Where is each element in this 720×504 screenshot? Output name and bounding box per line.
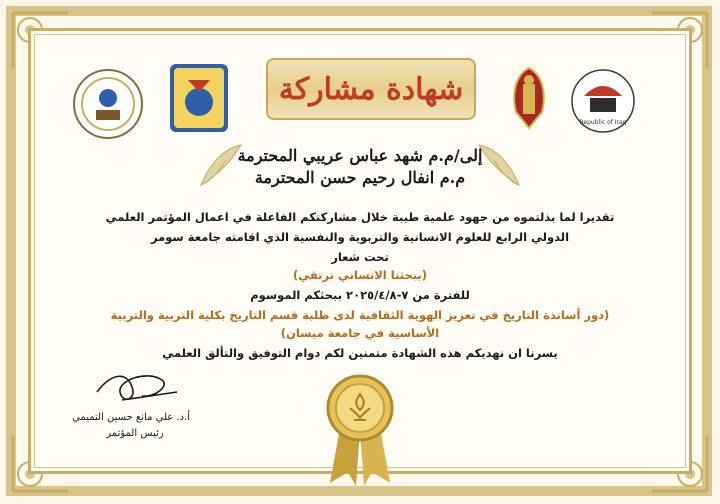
ministry-logo	[570, 68, 636, 134]
body-line-3: تحت شعار	[331, 250, 389, 264]
title-banner	[266, 58, 476, 120]
certificate-title: شهادة مشاركة	[278, 71, 464, 107]
college-logo	[168, 62, 230, 134]
recipient-line-2: م.م انفال رحيم حسن المحترمة	[254, 168, 466, 187]
signatory-role: رئيس المؤتمر	[106, 428, 164, 439]
period-line: للفترة من ٧-٢٠٢٥/٤/٨ ببحثكم الموسوم	[250, 288, 470, 302]
body-line-2: الدولي الرابع للعلوم الانسانية والتربوية والنفسية الذي اقامته جامعة سومر	[150, 230, 570, 244]
closing-line: يسرنا ان نهديكم هذه الشهادة متمنين لكم دوام التوفيق والتألق العلمي	[162, 346, 558, 360]
recipient-line-1: إلى/م.م شهد عباس عريبي المحترمة	[237, 146, 483, 165]
body-line-1: تقديرا لما بذلتموه من جهود علمية طيبة خلال مشاركتكم الفاعلة في اعمال المؤتمر العلمي	[105, 210, 615, 224]
ministry-logo-text: Republic of Iraq	[579, 119, 627, 126]
slogan: (ببحثنا الانساني نرتقي)	[292, 268, 428, 282]
signatory-name: أ.د. علي مانع حسين التميمي	[72, 412, 190, 423]
research-title-line-1: (دور أساتذة التاريخ في تعزيز الهوية الثقافية لدى طلبة قسم التاريخ بكلية التربية والتربية	[110, 308, 610, 322]
signature-scribble	[92, 362, 182, 410]
research-title-line-2: الأساسية في جامعة ميسان)	[280, 326, 440, 340]
university-emblem	[508, 66, 550, 132]
conference-logo-left	[72, 68, 144, 140]
gold-seal-medal	[320, 368, 400, 488]
